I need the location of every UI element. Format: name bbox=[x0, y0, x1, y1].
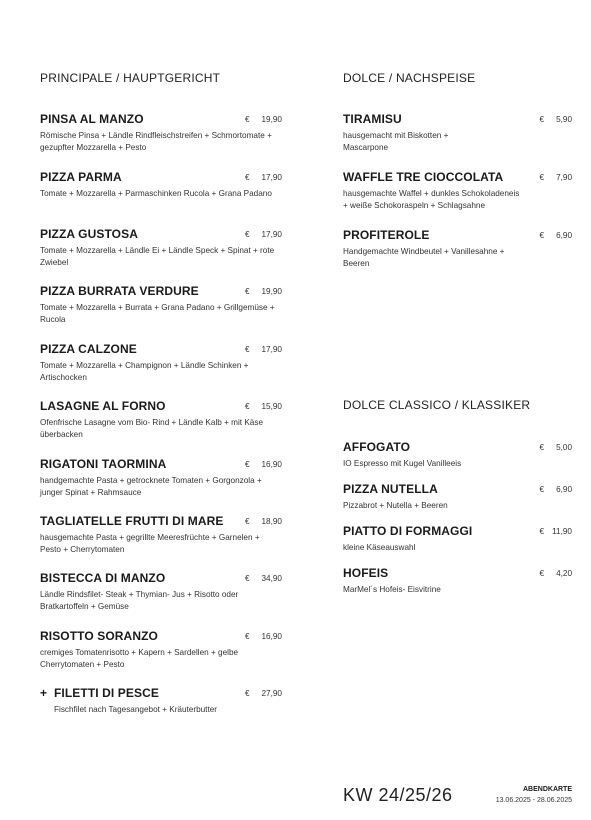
item-description: Pizzabrot + Nutella + Beeren bbox=[343, 501, 448, 510]
price-value: 17,90 bbox=[261, 173, 282, 182]
price-value: 15,90 bbox=[261, 402, 282, 411]
item-price bbox=[540, 231, 573, 240]
currency-symbol: € bbox=[244, 574, 250, 583]
item-description: MarMel´s Hofeis- Eisvitrine bbox=[343, 585, 441, 594]
menu-item bbox=[343, 566, 572, 596]
menu-type-label: ABENDKARTE bbox=[523, 786, 572, 793]
item-price bbox=[245, 402, 282, 411]
item-name: PIZZA CALZONE bbox=[40, 342, 137, 356]
item-description: handgemachte Pasta + getrocknete Tomaten + Gorgonzola + junger Spinat + Rahmsauce bbox=[40, 476, 262, 497]
item-description: hausgemachte Waffel + dunkles Schokoladeneis + weiße Schokoraspeln + Schlagsahne bbox=[343, 189, 520, 210]
section-title-dolce: DOLCE / NACHSPEISE bbox=[343, 71, 476, 85]
item-price bbox=[540, 569, 573, 578]
item-price bbox=[540, 115, 573, 124]
currency-symbol: € bbox=[539, 231, 545, 240]
item-name: HOFEIS bbox=[343, 566, 389, 580]
item-name: WAFFLE TRE CIOCCOLATA bbox=[343, 170, 504, 184]
item-description: Tomate + Mozzarella + Champignon + Ländle Schinken + Artischocken bbox=[40, 361, 249, 382]
item-name: TIRAMISU bbox=[343, 112, 402, 126]
currency-symbol: € bbox=[244, 115, 250, 124]
item-price bbox=[245, 345, 282, 354]
currency-symbol: € bbox=[244, 460, 250, 469]
item-name: PIZZA PARMA bbox=[40, 170, 122, 184]
menu-item bbox=[40, 457, 282, 498]
item-description: hausgemacht mit Biskotten + Mascarpone bbox=[343, 131, 449, 152]
item-price bbox=[245, 632, 282, 641]
price-value: 17,90 bbox=[261, 345, 282, 354]
item-description: Ofenfrische Lasagne vom Bio- Rind + Ländle Kalb + mit Käse überbacken bbox=[40, 418, 264, 439]
item-name: FILETTI DI PESCE bbox=[54, 686, 159, 700]
price-value: 19,90 bbox=[261, 287, 282, 296]
menu-item bbox=[343, 228, 572, 269]
currency-symbol: € bbox=[539, 569, 545, 578]
plus-icon: + bbox=[40, 686, 48, 700]
section-title-principale: PRINCIPALE / HAUPTGERICHT bbox=[40, 71, 221, 85]
price-value: 6,90 bbox=[556, 485, 572, 494]
menu-item bbox=[40, 227, 282, 268]
item-name: PIZZA BURRATA VERDURE bbox=[40, 284, 199, 298]
menu-item bbox=[40, 629, 282, 670]
menu-item bbox=[343, 170, 572, 211]
currency-symbol: € bbox=[539, 485, 545, 494]
price-value: 19,90 bbox=[261, 115, 282, 124]
menu-item bbox=[40, 514, 282, 555]
item-description: Ländle Rindsfilet- Steak + Thymian- Jus + Risotto oder Bratkartoffeln + Gemüse bbox=[40, 590, 239, 611]
item-price bbox=[540, 527, 572, 536]
price-value: 6,90 bbox=[556, 231, 572, 240]
price-value: 16,90 bbox=[261, 460, 282, 469]
item-price bbox=[540, 485, 573, 494]
currency-symbol: € bbox=[244, 173, 250, 182]
item-description: kleine Käseauswahl bbox=[343, 543, 416, 552]
item-price bbox=[245, 287, 282, 296]
menu-item bbox=[40, 571, 282, 612]
item-description: Tomate + Mozzarella + Burrata + Grana Padano + Grillgemüse + Rucola bbox=[40, 303, 275, 324]
currency-symbol: € bbox=[244, 632, 250, 641]
item-price bbox=[245, 230, 282, 239]
currency-symbol: € bbox=[539, 527, 545, 536]
currency-symbol: € bbox=[244, 517, 250, 526]
price-value: 7,90 bbox=[556, 173, 572, 182]
menu-item bbox=[343, 112, 572, 153]
price-value: 4,20 bbox=[556, 569, 572, 578]
menu-item bbox=[40, 112, 282, 153]
menu-item bbox=[40, 342, 282, 383]
item-price bbox=[245, 689, 282, 698]
item-name: TAGLIATELLE FRUTTI DI MARE bbox=[40, 514, 224, 528]
currency-symbol: € bbox=[244, 287, 250, 296]
item-description: cremiges Tomatenrisotto + Kapern + Sardellen + gelbe Cherrytomaten + Pesto bbox=[40, 648, 239, 669]
item-price bbox=[245, 574, 282, 583]
item-description: Römische Pinsa + Ländle Rindfleischstreifen + Schmortomate + gezupfter Mozzarella + Pesto bbox=[40, 131, 272, 152]
price-value: 27,90 bbox=[261, 689, 282, 698]
price-value: 5,00 bbox=[556, 443, 572, 452]
price-value: 17,90 bbox=[261, 230, 282, 239]
item-price bbox=[245, 460, 282, 469]
price-value: 34,90 bbox=[261, 574, 282, 583]
currency-symbol: € bbox=[244, 689, 250, 698]
menu-item bbox=[40, 170, 282, 200]
price-value: 5,90 bbox=[556, 115, 572, 124]
item-description: hausgemachte Pasta + gegrillte Meeresfrüchte + Garnelen + Pesto + Cherrytomaten bbox=[40, 533, 260, 554]
item-name: PROFITEROLE bbox=[343, 228, 430, 242]
price-value: 16,90 bbox=[261, 632, 282, 641]
item-price bbox=[540, 173, 573, 182]
item-name: AFFOGATO bbox=[343, 440, 411, 454]
menu-item bbox=[343, 524, 572, 554]
currency-symbol: € bbox=[244, 402, 250, 411]
currency-symbol: € bbox=[244, 345, 250, 354]
item-price bbox=[245, 173, 282, 182]
price-value: 18,90 bbox=[261, 517, 282, 526]
item-name: RISOTTO SORANZO bbox=[40, 629, 158, 643]
item-description: Handgemachte Windbeutel + Vanillesahne + Beeren bbox=[343, 247, 505, 268]
menu-item bbox=[40, 284, 282, 325]
item-name: BISTECCA DI MANZO bbox=[40, 571, 166, 585]
item-price bbox=[245, 115, 282, 124]
item-name: PINSA AL MANZO bbox=[40, 112, 144, 126]
currency-symbol: € bbox=[539, 115, 545, 124]
currency-symbol: € bbox=[539, 173, 545, 182]
menu-item bbox=[343, 440, 572, 470]
item-description: IO Espresso mit Kugel Vanilleeis bbox=[343, 459, 462, 468]
item-name: PIZZA NUTELLA bbox=[343, 482, 438, 496]
item-price bbox=[245, 517, 282, 526]
item-name: RIGATONI TAORMINA bbox=[40, 457, 167, 471]
calendar-weeks: KW 24/25/26 bbox=[343, 785, 453, 805]
currency-symbol: € bbox=[244, 230, 250, 239]
menu-item bbox=[40, 686, 282, 716]
menu-item bbox=[40, 399, 282, 440]
item-description: Tomate + Mozzarella + Parmaschinken Rucola + Grana Padano bbox=[40, 189, 272, 198]
currency-symbol: € bbox=[539, 443, 545, 452]
item-description: Fischfilet nach Tagesangebot + Kräuterbutter bbox=[54, 705, 218, 714]
price-value: 11,90 bbox=[552, 527, 572, 536]
item-name: PIZZA GUSTOSA bbox=[40, 227, 138, 241]
section-title-classico: DOLCE CLASSICO / KLASSIKER bbox=[343, 398, 531, 412]
validity-dates: 13.06.2025 - 28.06.2025 bbox=[495, 797, 572, 804]
item-name: LASAGNE AL FORNO bbox=[40, 399, 166, 413]
item-name: PIATTO DI FORMAGGI bbox=[343, 524, 473, 538]
item-description: Tomate + Mozzarella + Ländle Ei + Ländle Speck + Spinat + rote Zwiebel bbox=[40, 246, 275, 267]
item-price bbox=[540, 443, 573, 452]
menu-item bbox=[343, 482, 572, 512]
